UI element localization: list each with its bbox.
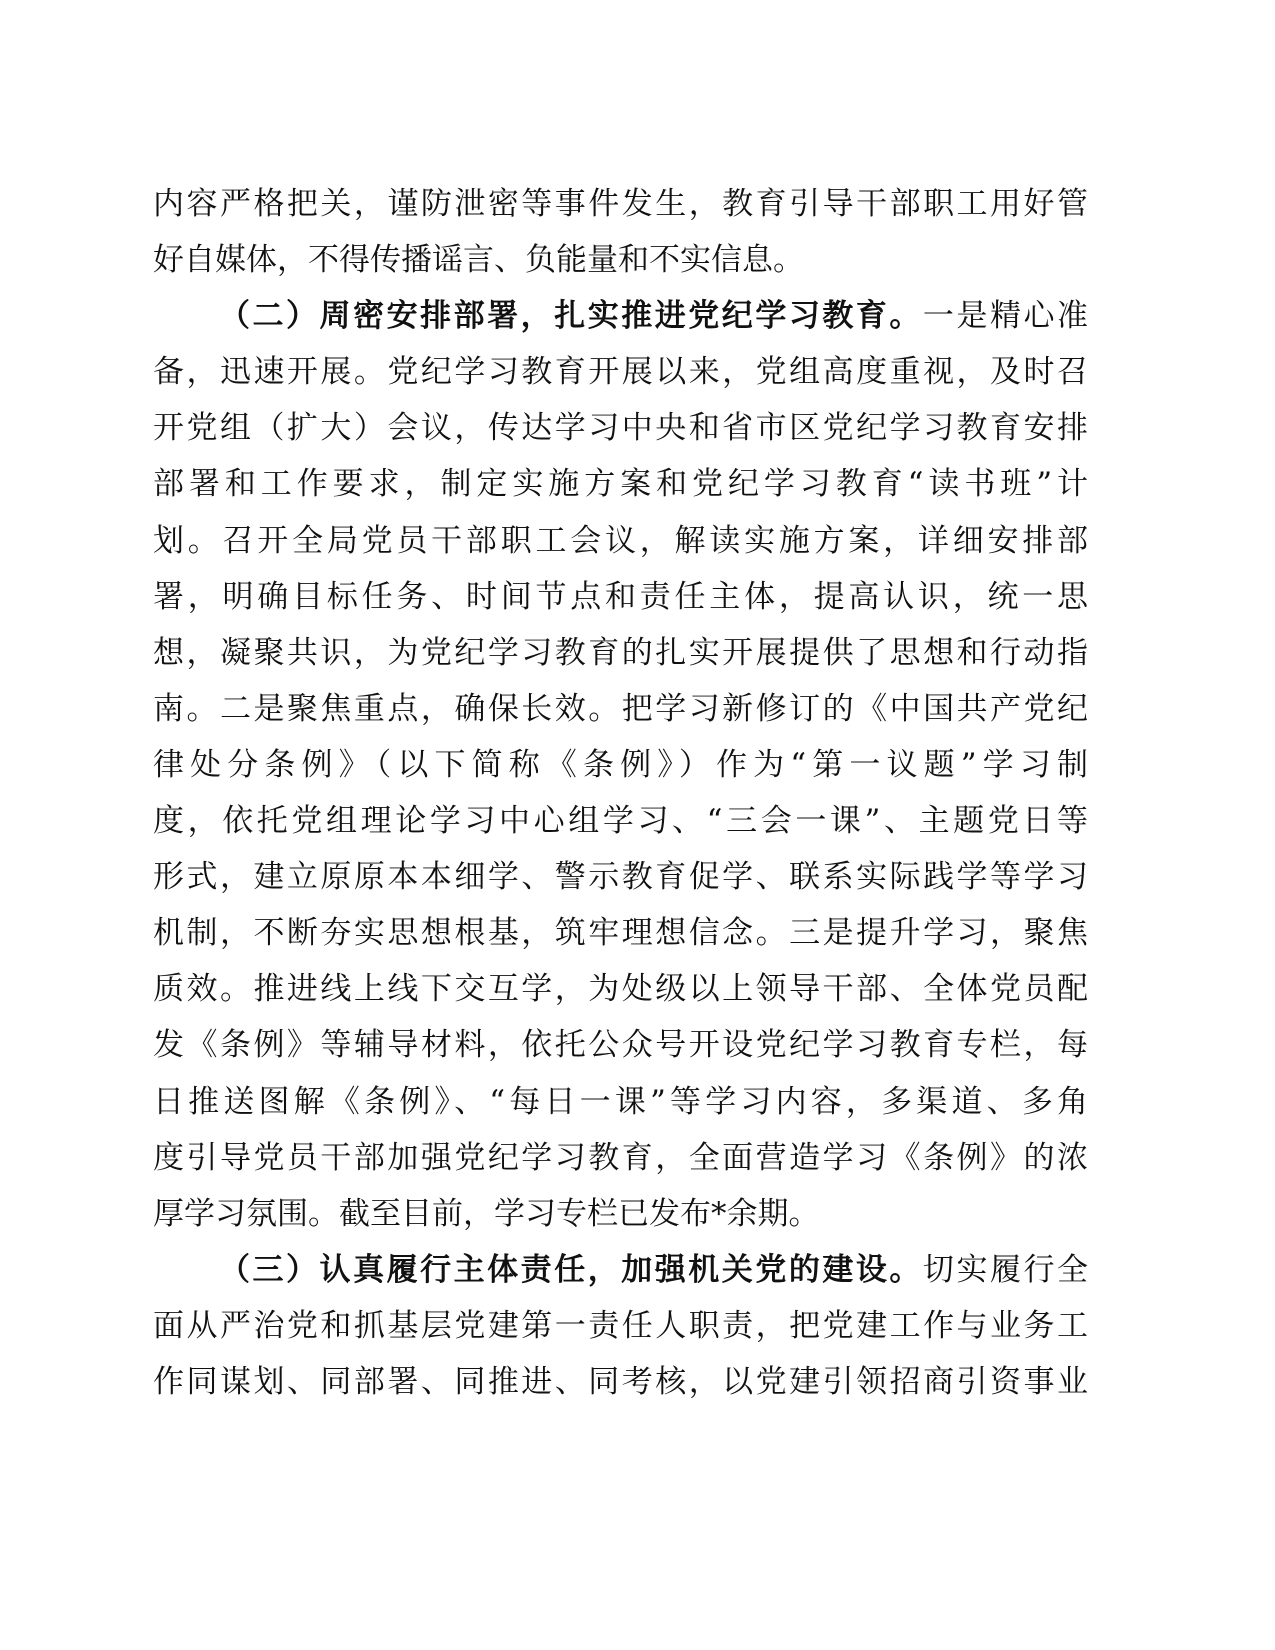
section-three-first-line — [153, 1242, 1088, 1298]
body-line: 形式，建立原原本本细学、警示教育促学、联系实际践学等学习 — [153, 859, 1088, 896]
body-line: 律处分条例》（以下简称《条例》）作为“第一议题”学习制 — [153, 746, 1088, 783]
section-three-heading: （三）认真履行主体责任，加强机关党的建设。 — [219, 1251, 923, 1288]
body-line: 开党组（扩大）会议，传达学习中央和省市区党纪学习教育安排 — [153, 410, 1088, 447]
body-line: 机制，不断夯实思想根基，筑牢理想信念。三是提升学习，聚焦 — [153, 915, 1088, 952]
body-line: 日推送图解《条例》、“每日一课”等学习内容，多渠道、多角 — [153, 1083, 1088, 1120]
body-line: 备，迅速开展。党纪学习教育开展以来，党组高度重视，及时召 — [153, 354, 1088, 391]
body-line: 好自媒体，不得传播谣言、负能量和不实信息。 — [153, 242, 804, 279]
body-line: 署，明确目标任务、时间节点和责任主体，提高认识，统一思 — [153, 578, 1088, 615]
body-line: 部署和工作要求，制定实施方案和党纪学习教育“读书班”计 — [153, 466, 1088, 503]
body-line-continuation: 一是精心准 — [922, 298, 1088, 335]
body-line: 度引导党员干部加强党纪学习教育，全面营造学习《条例》的浓 — [153, 1139, 1088, 1176]
body-line: 南。二是聚焦重点，确保长效。把学习新修订的《中国共产党纪 — [153, 690, 1088, 727]
body-line: 厚学习氛围。截至目前，学习专栏已发布*余期。 — [153, 1195, 820, 1232]
section-two-first-line — [153, 288, 1088, 344]
document-body — [153, 176, 1088, 1410]
body-line: 度，依托党组理论学习中心组学习、“三会一课”、主题党日等 — [153, 803, 1088, 840]
body-line-continuation: 切实履行全 — [922, 1251, 1088, 1288]
body-line: 内容严格把关，谨防泄密等事件发生，教育引导干部职工用好管 — [153, 186, 1088, 222]
body-line: 质效。推进线上线下交互学，为处级以上领导干部、全体党员配 — [153, 971, 1088, 1008]
body-line: 划。召开全局党员干部职工会议，解读实施方案，详细安排部 — [153, 522, 1088, 559]
body-line: 想，凝聚共识，为党纪学习教育的扎实开展提供了思想和行动指 — [153, 634, 1088, 671]
body-line: 作同谋划、同部署、同推进、同考核，以党建引领招商引资事业 — [153, 1363, 1088, 1400]
body-line: 发《条例》等辅导材料，依托公众号开设党纪学习教育专栏，每 — [153, 1027, 1088, 1064]
body-line: 面从严治党和抓基层党建第一责任人职责，把党建工作与业务工 — [153, 1307, 1088, 1344]
section-two-heading: （二）周密安排部署，扎实推进党纪学习教育。 — [219, 298, 923, 335]
